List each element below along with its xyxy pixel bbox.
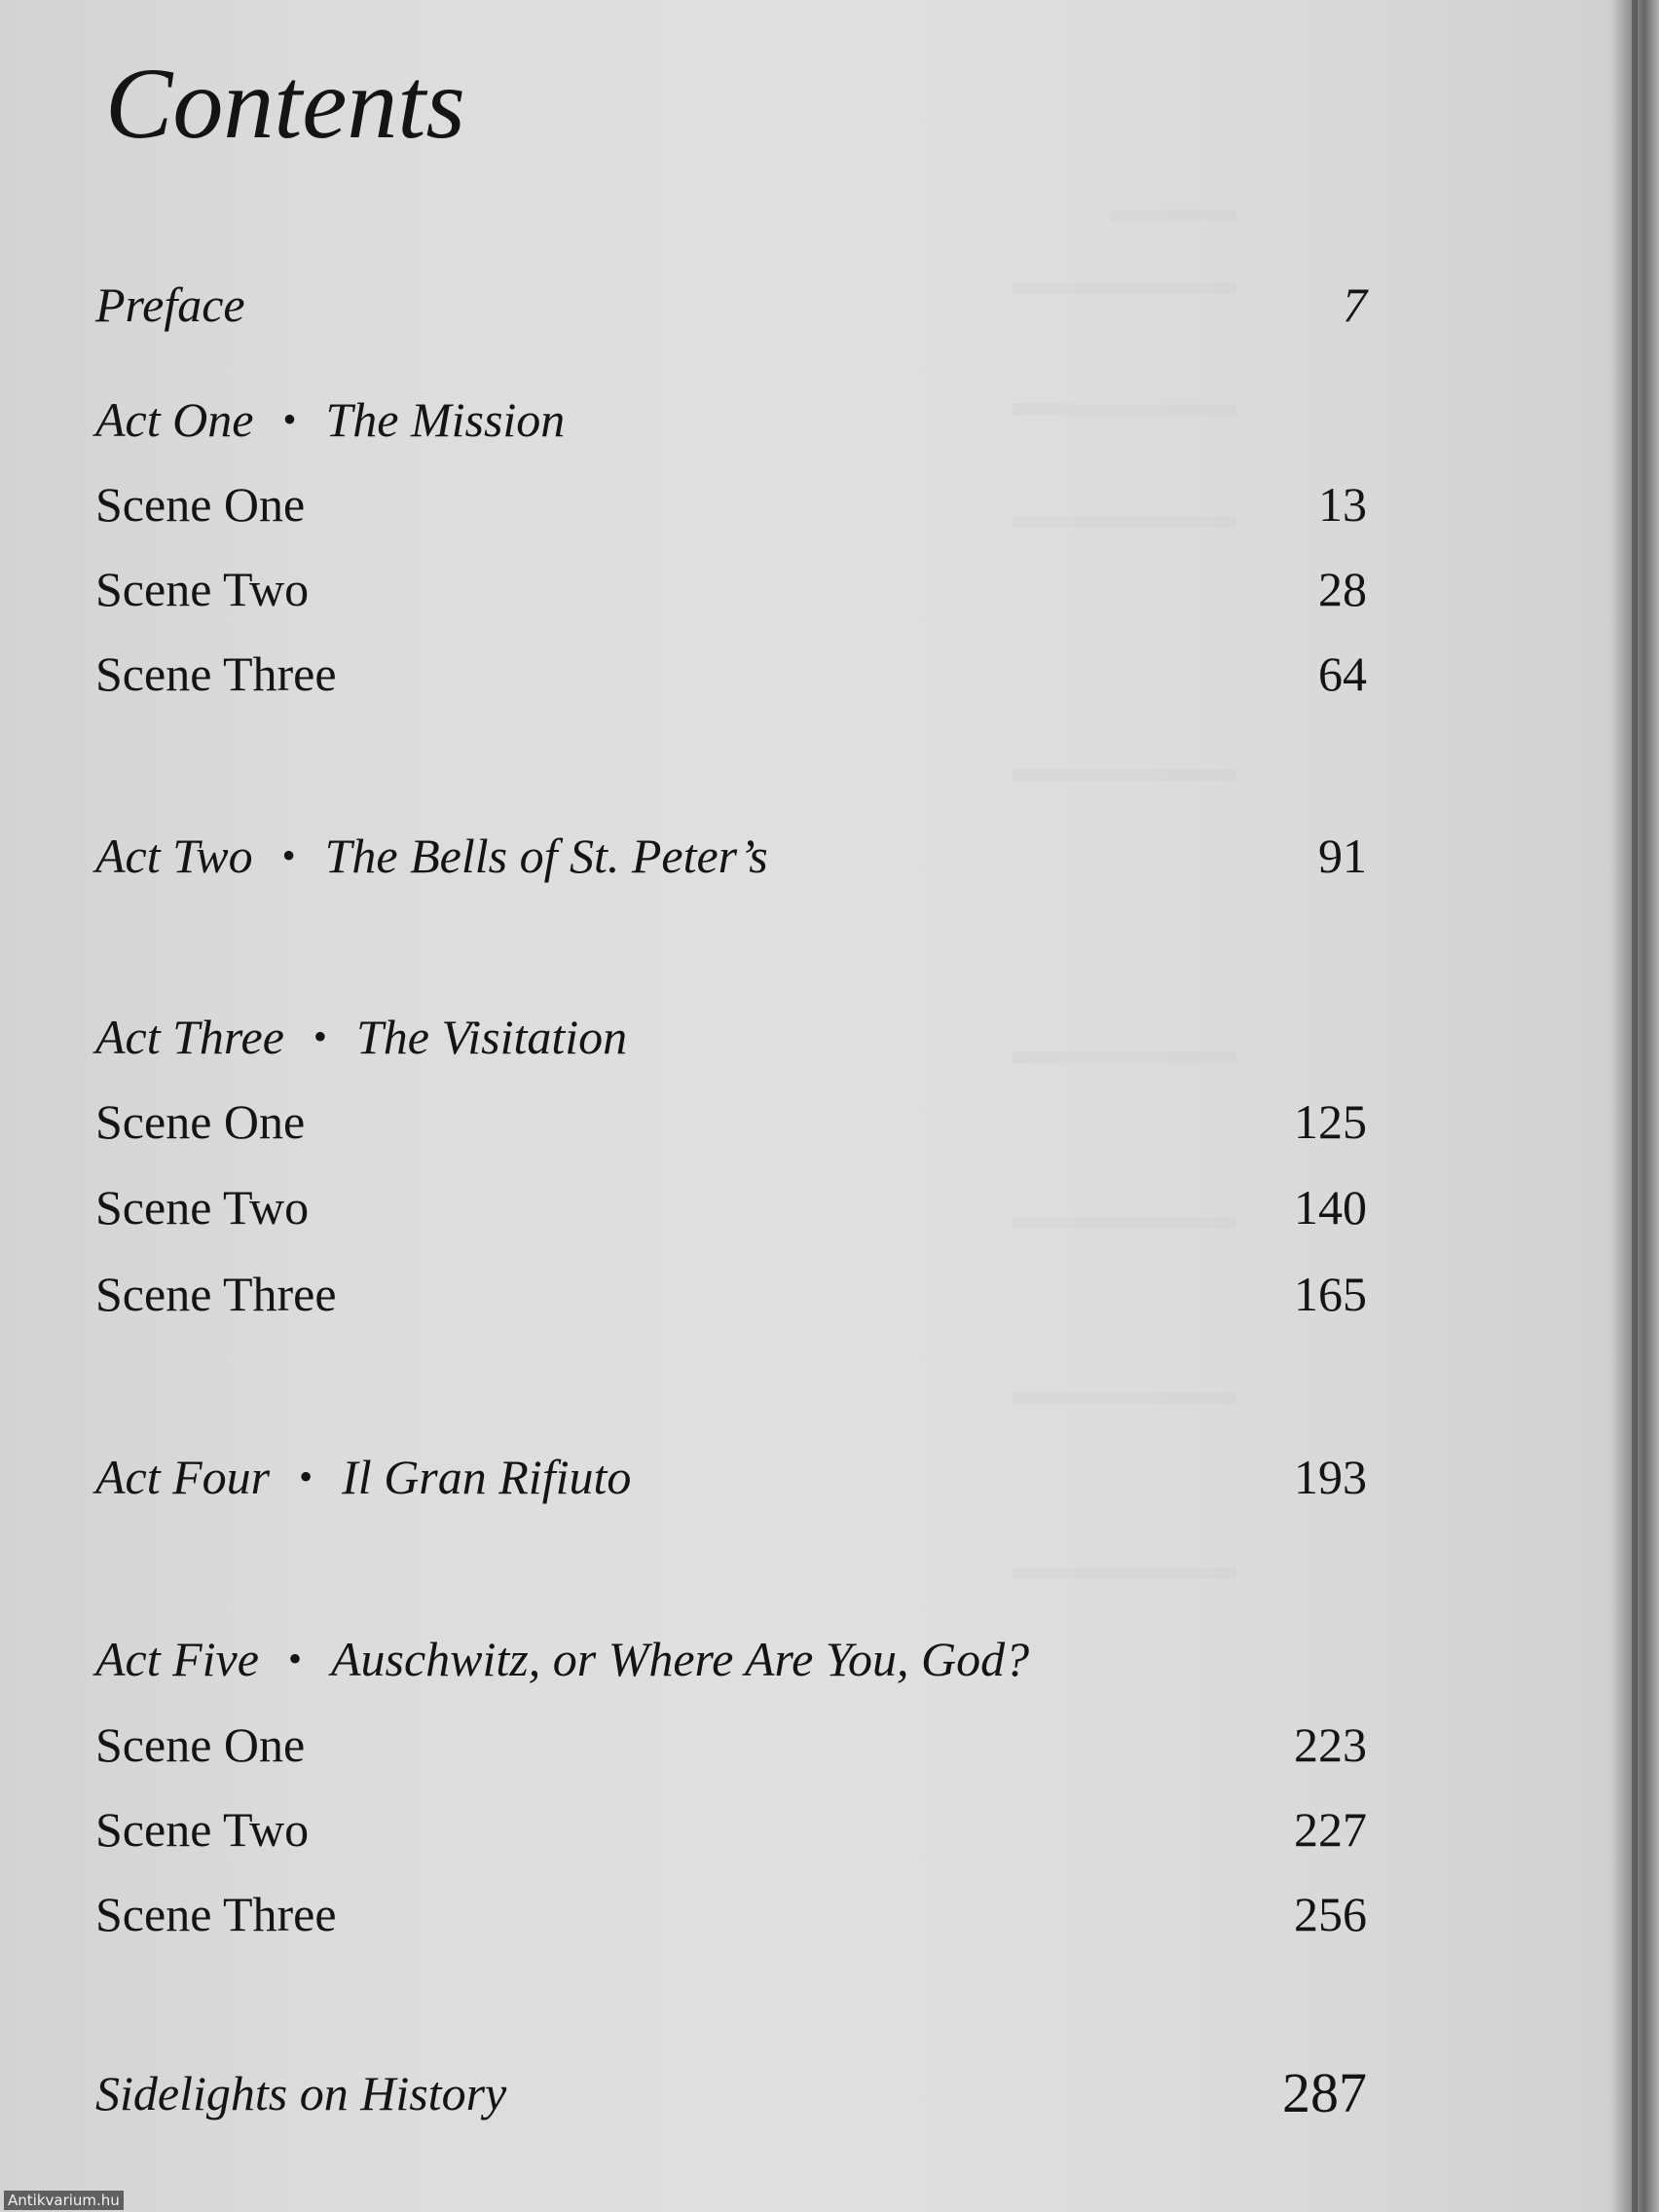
toc-act-two-heading[interactable]: [95, 817, 1367, 895]
toc-act-three-heading[interactable]: [95, 998, 1367, 1076]
toc-page-number: 7: [1343, 277, 1367, 332]
bullet-separator: •: [282, 397, 297, 441]
act-title: The Mission: [325, 392, 566, 447]
toc-page-number: 256: [1294, 1887, 1367, 1941]
act-title: Il Gran Rifiuto: [342, 1450, 632, 1504]
toc-act-one-heading[interactable]: [95, 381, 1367, 459]
toc-entry-label: Scene Three: [95, 1887, 337, 1941]
toc-page-number: 223: [1294, 1717, 1367, 1772]
toc-page-number: 125: [1294, 1094, 1367, 1149]
toc-entry-act-five-scene-three[interactable]: [95, 1875, 1367, 1953]
toc-entry-act-five-scene-two[interactable]: [95, 1790, 1367, 1868]
toc-page-number: 227: [1294, 1802, 1367, 1857]
act-title: Auschwitz, or Where Are You, God?: [330, 1632, 1030, 1686]
act-label: Act Three: [95, 1010, 284, 1064]
toc-entry-label: Scene Two: [95, 562, 310, 616]
toc-page-number: 287: [1282, 2061, 1367, 2124]
page-edge-line: [1632, 0, 1638, 2212]
act-label: Act Five: [95, 1632, 259, 1686]
toc-act-four-heading[interactable]: [95, 1438, 1367, 1516]
toc-page-number: 193: [1294, 1450, 1367, 1504]
toc-entry-label: Scene Two: [95, 1180, 310, 1235]
bullet-separator: •: [299, 1455, 313, 1498]
toc-entry-act-one-scene-two[interactable]: [95, 550, 1367, 628]
toc-entry-act-three-scene-three[interactable]: [95, 1255, 1367, 1333]
toc-entry-label: Scene Two: [95, 1802, 310, 1857]
act-label: Act One: [95, 392, 254, 447]
toc-entry-label: Sidelights on History: [95, 2066, 507, 2120]
toc-entry-act-five-scene-one[interactable]: [95, 1706, 1367, 1784]
toc-page-number: 140: [1294, 1180, 1367, 1235]
toc-act-five-heading[interactable]: [95, 1620, 1367, 1698]
toc-entry-label: Scene One: [95, 477, 306, 532]
watermark: Antikvarium.hu: [4, 2191, 124, 2210]
toc-entry-act-three-scene-one[interactable]: [95, 1083, 1367, 1161]
toc-page-number: 91: [1318, 829, 1367, 883]
act-title: The Visitation: [355, 1010, 628, 1064]
toc-entry-preface[interactable]: [95, 266, 1367, 344]
toc-entry-label: Scene One: [95, 1094, 306, 1149]
act-label: Act Four: [95, 1450, 271, 1504]
toc-entry-label: Preface: [95, 277, 245, 332]
act-label: Act Two: [95, 829, 253, 883]
toc-entry-label: Scene One: [95, 1717, 306, 1772]
bullet-separator: •: [281, 833, 296, 877]
toc-entry-act-three-scene-two[interactable]: [95, 1168, 1367, 1246]
toc-page-number: 64: [1318, 646, 1367, 701]
toc-entry-label: Scene Three: [95, 646, 337, 701]
bullet-separator: •: [313, 1014, 327, 1058]
bullet-separator: •: [287, 1637, 302, 1680]
toc-entry-act-one-scene-one[interactable]: [95, 465, 1367, 543]
toc-page-number: 13: [1318, 477, 1367, 532]
act-title: The Bells of St. Peter’s: [324, 829, 768, 883]
toc-entry-label: Scene Three: [95, 1267, 337, 1321]
page-title: Contents: [105, 48, 465, 160]
toc-page-number: 165: [1294, 1267, 1367, 1321]
toc-page-number: 28: [1318, 562, 1367, 616]
toc-entry-act-one-scene-three[interactable]: [95, 635, 1367, 713]
toc-entry-sidelights[interactable]: [95, 2054, 1367, 2132]
